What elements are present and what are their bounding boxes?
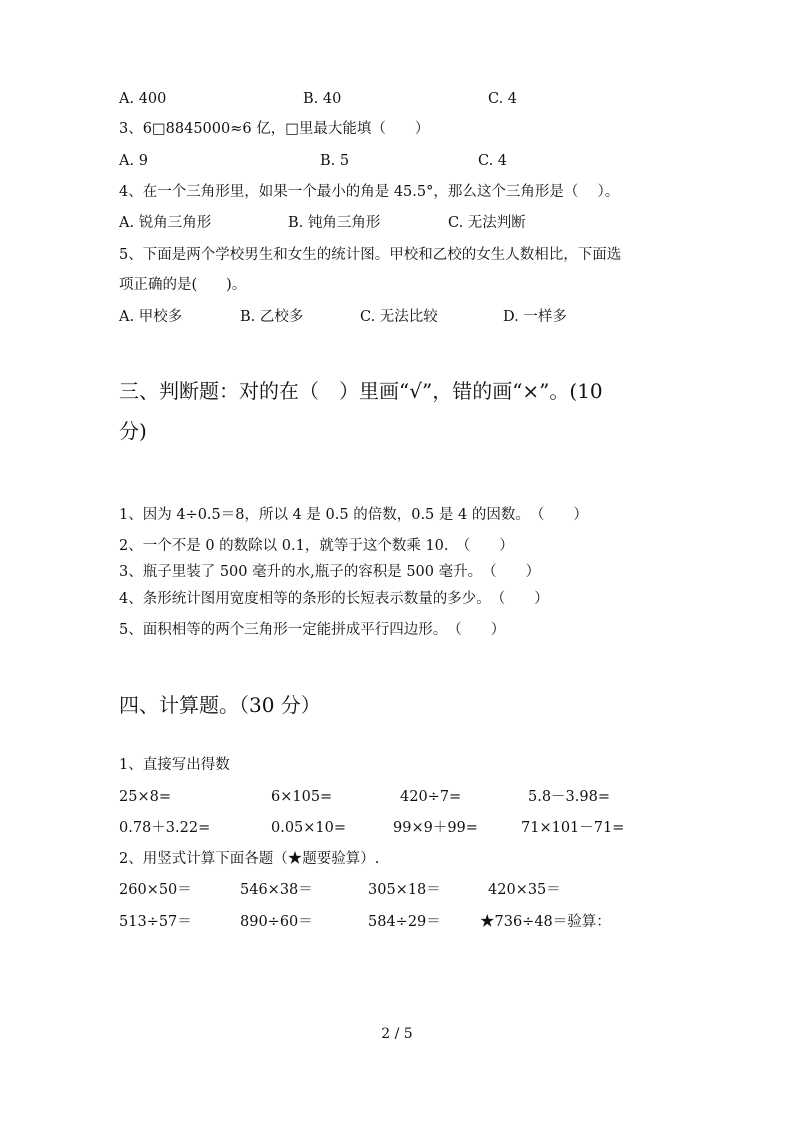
calc-sub1: 1、直接写出得数: [119, 757, 230, 773]
q5-text-line2: 项正确的是( )。: [119, 277, 247, 293]
calc-r3-c4: 420×35＝: [488, 882, 561, 898]
q4-option-a: A. 锐角三角形: [119, 215, 212, 231]
calc-r3-c1: 260×50＝: [119, 882, 192, 898]
q4-option-c: C. 无法判断: [448, 215, 526, 231]
q2-option-c: C. 4: [488, 91, 518, 107]
calc-r4-c1: 513÷57＝: [119, 914, 192, 930]
q3-option-c: C. 4: [478, 153, 508, 169]
judge-item-1: 1、因为 4÷0.5＝8，所以 4 是 0.5 的倍数，0.5 是 4 的因数。 （ ）: [119, 507, 588, 523]
calc-r4-c2: 890÷60＝: [240, 914, 313, 930]
calc-r1-c3: 420÷7=: [400, 789, 462, 805]
calc-r2-c2: 0.05×10=: [271, 820, 347, 836]
page-number: 2 / 5: [381, 1026, 413, 1042]
calc-r1-c2: 6×105=: [271, 789, 333, 805]
q5-option-d: D. 一样多: [503, 309, 567, 325]
q5-text-line1: 5、下面是两个学校男生和女生的统计图。甲校和乙校的女生人数相比，下面选: [119, 247, 622, 263]
calc-r2-c4: 71×101－71=: [521, 820, 625, 836]
calc-r1-c4: 5.8－3.98=: [528, 789, 610, 805]
calc-r3-c2: 546×38＝: [240, 882, 313, 898]
calc-r4-c4: ★736÷48＝验算：: [480, 914, 611, 930]
calc-r2-c3: 99×9＋99=: [393, 820, 478, 836]
calc-r1-c1: 25×8=: [119, 789, 171, 805]
q5-option-c: C. 无法比较: [360, 309, 438, 325]
calc-r4-c3: 584÷29＝: [368, 914, 441, 930]
judge-section-title-line2: 分): [119, 419, 147, 443]
q4-text: 4、在一个三角形里，如果一个最小的角是 45.5°，那么这个三角形是（ ）。: [119, 184, 620, 200]
calc-section-title: 四、计算题。（30 分）: [119, 693, 321, 717]
judge-item-4: 4、条形统计图用宽度相等的条形的长短表示数量的多少。 （ ）: [119, 591, 549, 607]
q4-option-b: B. 钝角三角形: [288, 215, 381, 231]
q5-option-b: B. 乙校多: [240, 309, 304, 325]
q3-option-b: B. 5: [320, 153, 350, 169]
q2-option-a: A. 400: [119, 91, 167, 107]
q2-option-b: B. 40: [303, 91, 342, 107]
judge-item-3: 3、瓶子里装了 500 毫升的水,瓶子的容积是 500 毫升。 （ ）: [119, 564, 541, 580]
q3-option-a: A. 9: [119, 153, 148, 169]
judge-section-title-line1: 三、判断题：对的在（ ）里画“√”，错的画“×”。(10: [119, 379, 603, 403]
q3-text: 3、6□8845000≈6 亿，□里最大能填（ ）: [119, 121, 430, 137]
judge-item-5: 5、面积相等的两个三角形一定能拼成平行四边形。 （ ）: [119, 622, 506, 638]
calc-r2-c1: 0.78＋3.22=: [119, 820, 211, 836]
calc-r3-c3: 305×18＝: [368, 882, 441, 898]
calc-sub2: 2、用竖式计算下面各题（★题要验算）.: [119, 851, 380, 867]
q5-option-a: A. 甲校多: [119, 309, 183, 325]
judge-item-2: 2、一个不是 0 的数除以 0.1，就等于这个数乘 10. （ ）: [119, 538, 514, 554]
